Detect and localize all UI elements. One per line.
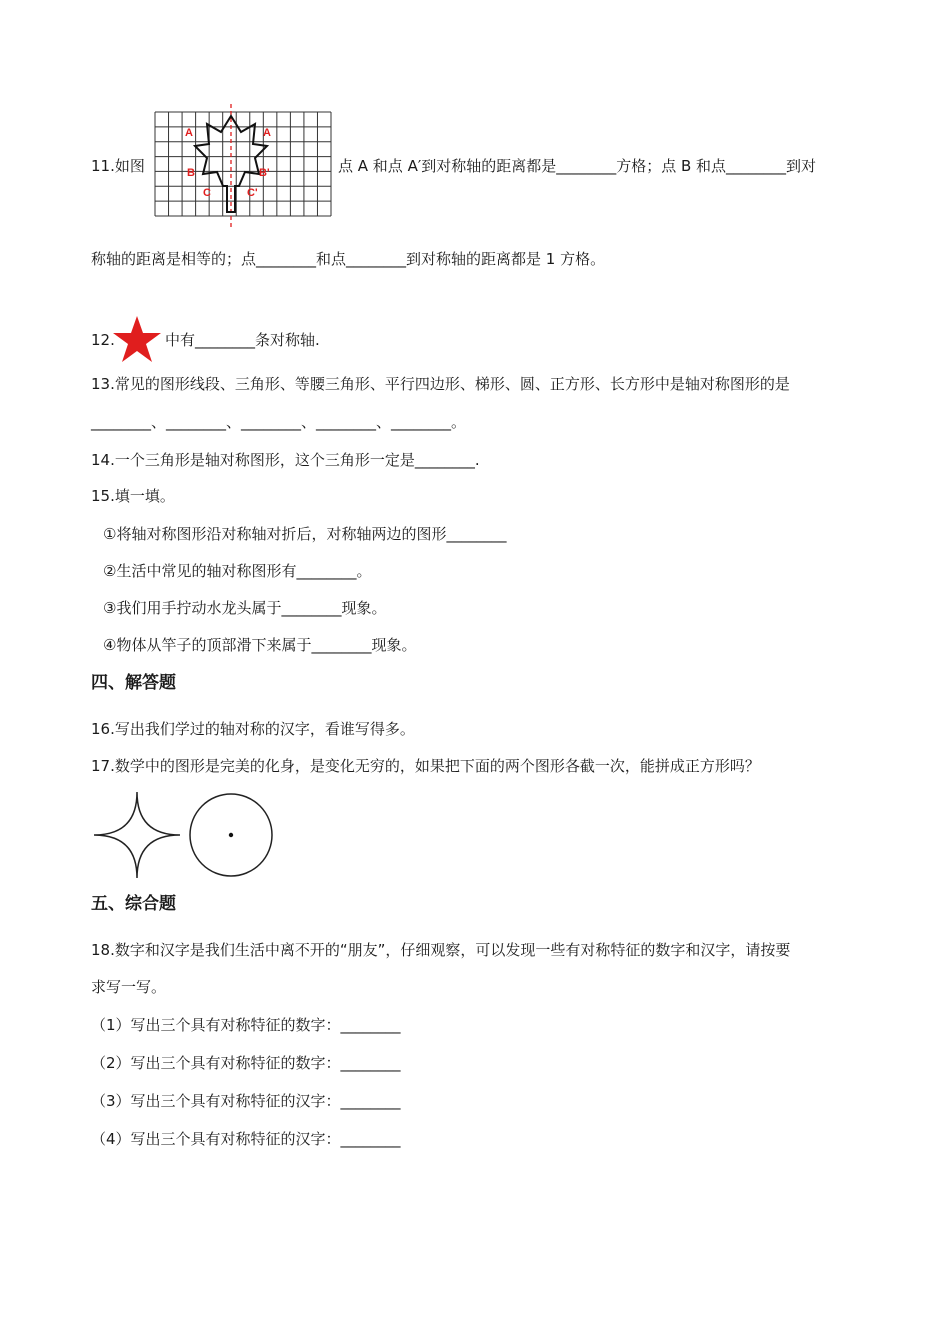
q18-line1: 18.数字和汉字是我们生活中离不开的“朋友”，仔细观察，可以发现一些有对称特征的数字和汉字，请按要 (91, 941, 791, 959)
q15-item-1: ①将轴对称图形沿对称轴对折后，对称轴两边的图形________ (103, 525, 507, 543)
q14-text: 14.一个三角形是轴对称图形，这个三角形一定是________. (91, 451, 480, 469)
q17-text: 17.数学中的图形是完美的化身，是变化无穷的，如果把下面的两个图形各截一次，能拼成正方形吗？ (91, 757, 760, 775)
q11-prefix: 11.如图 (91, 157, 145, 175)
q12-text: 中有________条对称轴. (165, 331, 320, 349)
q11-line2: 称轴的距离是相等的；点________和点________到对称轴的距离都是 1 方格。 (91, 250, 606, 268)
astroid-shape (92, 790, 182, 880)
label-a: A (185, 127, 193, 139)
section-5-heading: 五、综合题 (91, 894, 176, 914)
q15-item-3: ③我们用手拧动水龙头属于________现象。 (103, 599, 387, 617)
q18-item-2: （2）写出三个具有对称特征的数字：________ (91, 1054, 401, 1072)
q18-item-4: （4）写出三个具有对称特征的汉字：________ (91, 1130, 401, 1148)
label-a-prime: A (263, 127, 271, 139)
q15-item-4: ④物体从竿子的顶部滑下来属于________现象。 (103, 636, 417, 654)
q13-line2: ________、________、________、________、________。 (91, 413, 467, 431)
label-c: C (203, 187, 211, 199)
circle-with-center-shape (186, 790, 276, 880)
maple-leaf-grid-figure (155, 112, 333, 224)
section-4-heading: 四、解答题 (91, 673, 176, 693)
q18-line2: 求写一写。 (91, 978, 167, 996)
q18-item-1: （1）写出三个具有对称特征的数字：________ (91, 1016, 401, 1034)
q16-text: 16.写出我们学过的轴对称的汉字，看谁写得多。 (91, 720, 415, 738)
red-star-icon (112, 316, 162, 362)
q12-prefix: 12. (91, 331, 115, 349)
label-c-prime: C' (247, 187, 258, 199)
q11-line1: 点 A 和点 A′到对称轴的距离都是________方格；点 B 和点________到对 (338, 157, 817, 175)
label-b: B (187, 167, 195, 179)
q15-item-2: ②生活中常见的轴对称图形有________。 (103, 562, 372, 580)
q15-title: 15.填一填。 (91, 487, 175, 505)
q13-line1: 13.常见的图形线段、三角形、等腰三角形、平行四边形、梯形、圆、正方形、长方形中是轴对称图形的是 (91, 375, 790, 393)
label-b-prime: B' (259, 167, 270, 179)
q18-item-3: （3）写出三个具有对称特征的汉字：________ (91, 1092, 401, 1110)
